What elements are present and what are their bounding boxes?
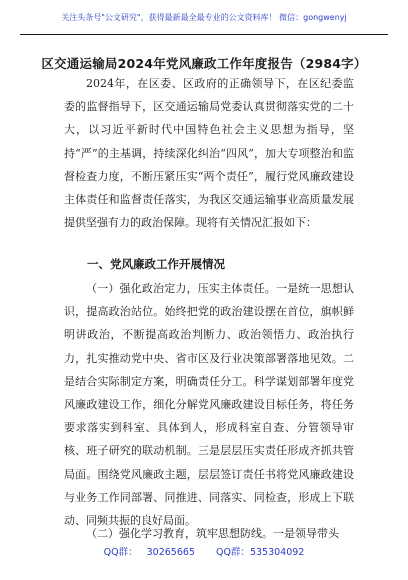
qq-group-2: QQ群：535304092 — [216, 547, 305, 558]
header-banner: 关注头条号"公文研究"，获得最新最全最专业的公文资料库！ 微信：gongwenyj — [61, 13, 347, 22]
body-paragraph-1 — [64, 277, 354, 532]
intro-paragraph — [64, 72, 354, 234]
body-paragraph-2 — [64, 522, 354, 545]
paragraph-1-text: （一）强化政治定力，压实主体责任。一是统一思想认识，提高政治站位。始终把党的政治建设摆在首位，旗帜鲜明讲政治，不断提高政治判断力、政治领悟力、政治执行力，扎实推动党中央、省市区及行业决策部署落地见效。二是结合实际制定方案，明确责任分工。科学谋划部署年度党风廉政建设工作，细化分解党风廉政建设目标任务，将任务要求落实到科室、具体到人，形成科室自查、分管领导审核、班子研究的联动机制。三是层层压实责任形成齐抓共管局面。围绕党风廉政主题，层层签订责任书将党风廉政建设与业务工作同部署、同推进、同落实、同检查，形成上下联动、同频共振的良好局面。 — [64, 282, 354, 528]
paragraph-2-text: （二）强化学习教育，筑牢思想防线。一是领导带头 — [86, 527, 339, 540]
document-title: 区交通运输局2024年党风廉政工作年度报告（2984字） — [41, 56, 367, 71]
qq-group-1: QQ群： 30265665 — [103, 547, 195, 558]
header-divider — [20, 34, 388, 35]
footer-qq-groups — [0, 544, 408, 558]
intro-text: 2024年，在区委、区政府的正确领导下，在区纪委监委的监督指导下，区交通运输局党委认真贯彻落实党的二十大，以习近平新时代中国特色社会主义思想为指导，坚持“严”的主基调，持续深化纠治“四风”，加大专项整治和监督检查力度，不断压紧压实“两个责任”，履行党风廉政建设主体责任和监督责任落实，为我区交通运输事业高质量发展提供坚强有力的政治保障。现将有关情况汇报如下： — [64, 77, 354, 230]
section-heading: 一、党风廉政工作开展情况 — [87, 257, 225, 271]
